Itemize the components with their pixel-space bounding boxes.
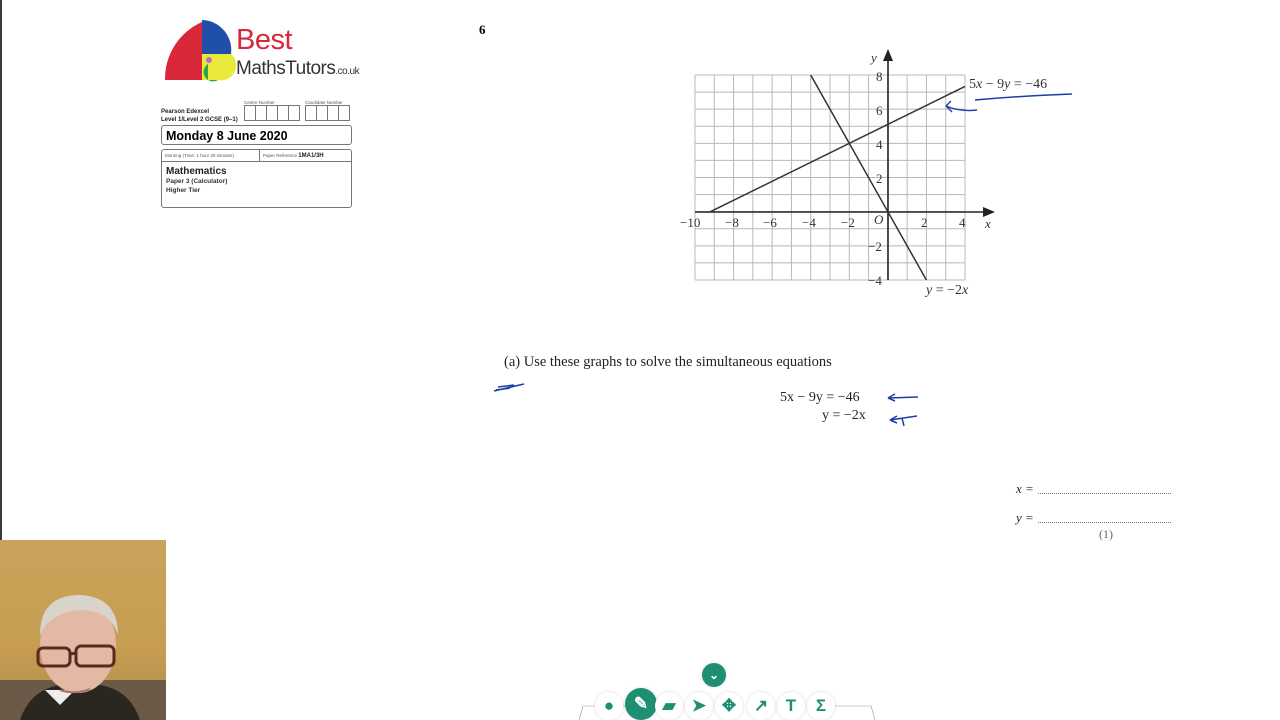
annotation-toolbar <box>575 660 875 720</box>
svg-text:O: O <box>874 212 884 227</box>
paper-reference: Paper Reference 1MA1/3H <box>263 153 324 159</box>
svg-text:−6: −6 <box>763 215 777 230</box>
svg-text:8: 8 <box>876 69 883 84</box>
laser-pointer-icon: ↗ <box>753 696 769 715</box>
svg-text:4: 4 <box>876 137 883 152</box>
pen-icon: ✎ <box>633 694 649 713</box>
question-number: 6 <box>479 22 486 37</box>
equation-2: y = −2x <box>822 408 866 423</box>
exam-date: Monday 8 June 2020 <box>161 125 352 145</box>
equation-1: 5x − 9y = −46 <box>780 390 860 405</box>
eraser-button[interactable] <box>655 692 683 720</box>
marks: (1) <box>1099 527 1113 541</box>
svg-text:−4: −4 <box>802 215 816 230</box>
palette-icon: ● <box>603 696 615 715</box>
eraser-icon: ▰ <box>662 696 676 715</box>
logo-text-best: Best <box>236 24 293 56</box>
svg-text:x: x <box>985 216 991 231</box>
move-icon: ✥ <box>721 696 737 715</box>
session: Morning (Time: 1 hour 30 minutes) <box>162 150 260 161</box>
pen-button[interactable] <box>625 688 657 720</box>
svg-text:6: 6 <box>876 103 883 118</box>
text-button[interactable] <box>777 692 805 720</box>
select-button[interactable] <box>685 692 713 720</box>
svg-text:4: 4 <box>959 215 966 230</box>
centre-number: Centre Number <box>244 100 299 121</box>
svg-text:−4: −4 <box>868 273 882 288</box>
chevron-down-icon: ⌄ <box>708 668 720 682</box>
sigma-icon: Σ <box>815 696 827 715</box>
svg-text:−10: −10 <box>680 215 701 230</box>
tier: Higher Tier <box>166 187 201 194</box>
collapse-toolbar-button[interactable] <box>702 663 726 687</box>
svg-text:−8: −8 <box>725 215 739 230</box>
question-part-a: (a) Use these graphs to solve the simultaneous equations <box>504 354 832 370</box>
move-button[interactable] <box>715 692 743 720</box>
logo-text-mathstutors: MathsTutors.co.uk <box>236 58 360 79</box>
paper-name: Paper 3 (Calculator) <box>166 178 228 185</box>
answer-x: x = <box>1016 481 1171 497</box>
text-icon: T <box>785 696 797 715</box>
exam-board: Pearson Edexcel Level 1/Level 2 GCSE (9–1) <box>161 109 238 123</box>
laser-button[interactable] <box>747 692 775 720</box>
svg-text:5x − 9y = −46: 5x − 9y = −46 <box>969 77 1048 92</box>
palette-button[interactable] <box>595 692 623 720</box>
svg-text:−2: −2 <box>868 239 882 254</box>
answer-y-line[interactable] <box>1038 521 1171 523</box>
svg-text:2: 2 <box>876 171 883 186</box>
webcam-video <box>0 540 166 720</box>
svg-text:y = −2x: y = −2x <box>926 283 969 298</box>
answer-x-line[interactable] <box>1038 492 1171 494</box>
svg-text:−2: −2 <box>841 215 855 230</box>
answer-y: y = <box>1016 510 1171 526</box>
pen-annotation-arrows <box>884 391 924 431</box>
math-button[interactable] <box>807 692 835 720</box>
svg-text:y: y <box>871 50 877 65</box>
candidate-number: Candidate Number <box>305 100 349 121</box>
pen-annotation-mark <box>492 380 528 394</box>
exam-info <box>161 149 352 208</box>
cursor-icon: ➤ <box>691 696 707 715</box>
svg-text:2: 2 <box>921 215 928 230</box>
graph <box>660 40 1100 310</box>
subject: Mathematics <box>166 166 227 177</box>
